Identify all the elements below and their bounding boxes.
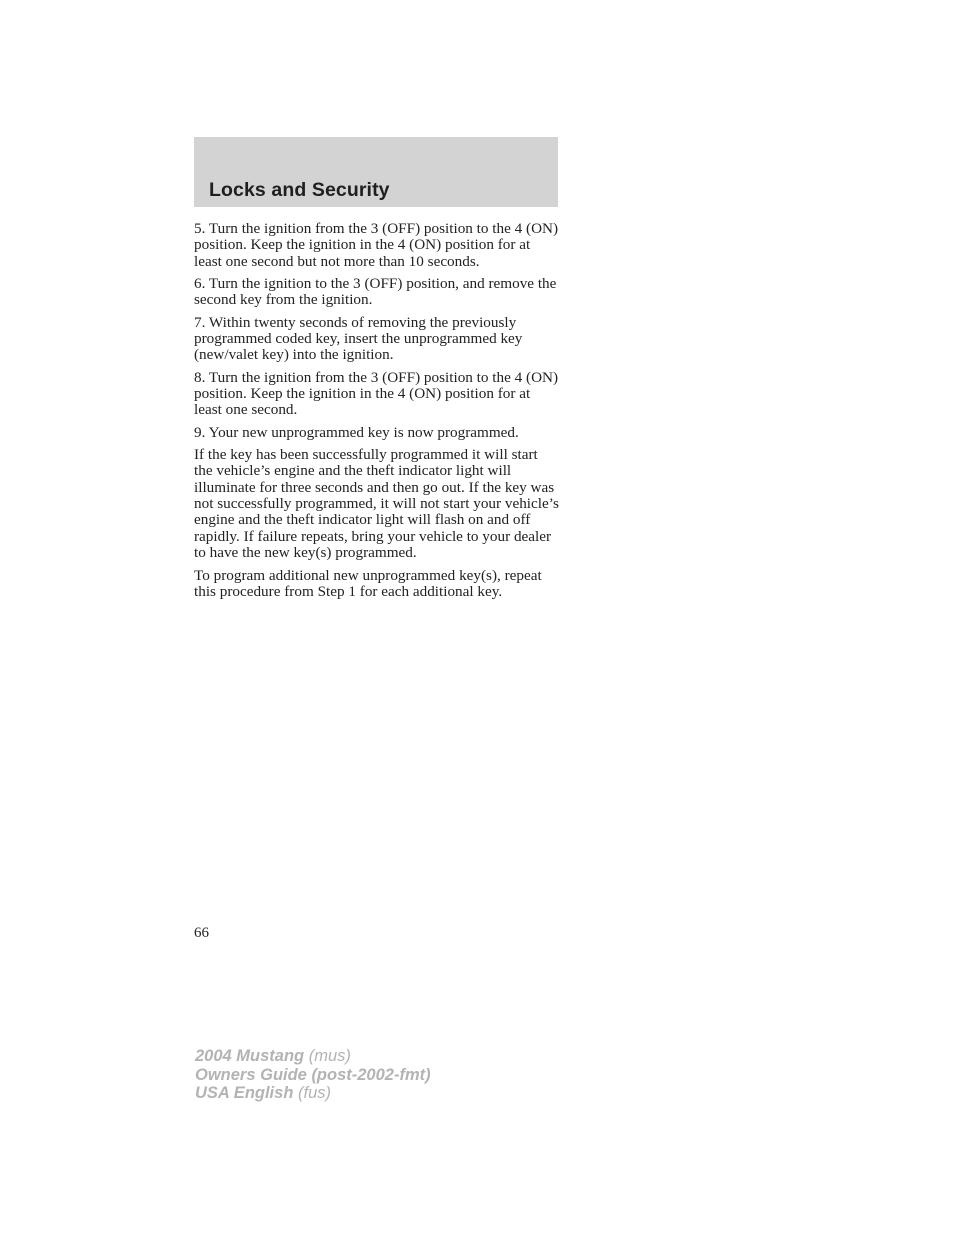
document-footer — [195, 1047, 431, 1103]
result-explanation-paragraph: If the key has been successfully programmed it will start the vehicle’s engine and the theft indicator light will illuminate for three seconds and then go out. If the key was not successfully programmed, it will not start your vehicle’s engine and the theft indicator light will flash on and off rapidly. If failure repeats, bring your vehicle to your dealer to have the new key(s) programmed. — [194, 445, 559, 562]
footer-language-code: (fus) — [298, 1084, 331, 1102]
footer-line-guide — [195, 1066, 431, 1085]
body-text — [194, 221, 560, 606]
footer-language: USA English — [195, 1084, 294, 1102]
step-7-paragraph: 7. Within twenty seconds of removing the previously programmed coded key, insert the unprogrammed key (new/valet key) into the ignition. — [194, 313, 523, 364]
step-6-paragraph: 6. Turn the ignition to the 3 (OFF) position, and remove the second key from the ignition. — [194, 275, 557, 309]
step-8-paragraph: 8. Turn the ignition from the 3 (OFF) position to the 4 (ON) position. Keep the ignition in the 4 (ON) position for at least one second. — [194, 368, 559, 419]
footer-line-model — [195, 1047, 431, 1066]
step-5-paragraph: 5. Turn the ignition from the 3 (OFF) position to the 4 (ON) position. Keep the ignition in the 4 (ON) position for at least one second but not more than 10 seconds. — [194, 220, 559, 270]
section-header-bar — [194, 137, 558, 207]
footer-model-code: (mus) — [308, 1047, 351, 1065]
page-number: 66 — [194, 925, 209, 941]
section-title: Locks and Security — [209, 179, 390, 201]
footer-guide: Owners Guide (post-2002-fmt) — [195, 1065, 431, 1084]
footer-line-language — [195, 1084, 431, 1103]
footer-model: 2004 Mustang — [195, 1047, 305, 1065]
additional-keys-paragraph: To program additional new unprogrammed key(s), repeat this procedure from Step 1 for each additional key. — [194, 566, 542, 600]
step-9-paragraph: 9. Your new unprogrammed key is now programmed. — [194, 423, 519, 441]
